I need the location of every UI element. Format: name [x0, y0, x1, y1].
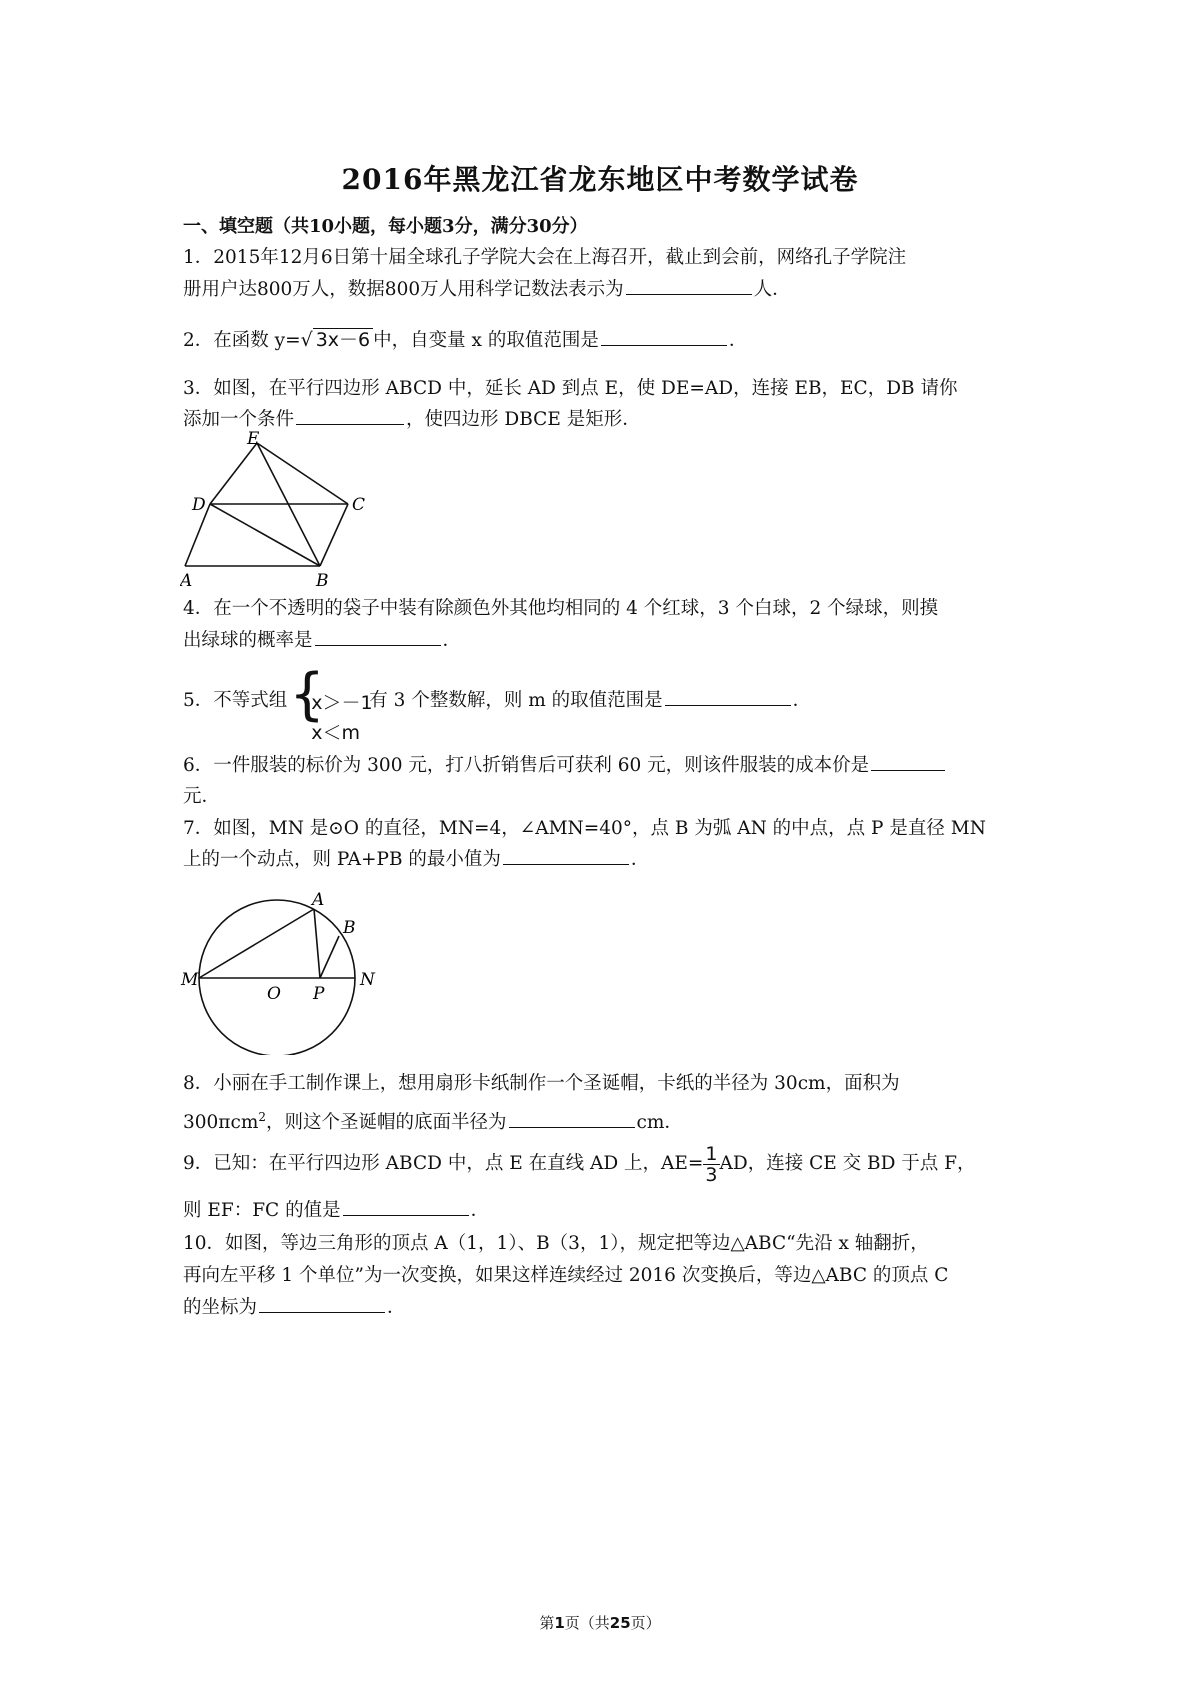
label-O: O: [267, 984, 281, 1004]
q8-text: 300πcm: [183, 1112, 259, 1134]
segment-ED: [210, 443, 257, 504]
paper-title: 2016年黑龙江省龙东地区中考数学试卷: [341, 163, 859, 196]
q1-tail: 人．: [753, 279, 791, 300]
q8-line2: [183, 1103, 683, 1137]
q1-line2: [183, 276, 791, 304]
q5-tail: ．: [792, 690, 812, 711]
q9-line2: [183, 1197, 489, 1225]
segment-MA: [199, 909, 314, 978]
q6-line1: [183, 752, 947, 780]
q5-text: 5．不等式组: [183, 690, 288, 711]
q4-tail: ．: [442, 630, 462, 651]
q6-answer-blank: [871, 752, 945, 771]
footer-text: 第: [539, 1614, 555, 1632]
q7-text: 上的一个动点，则 PA+PB 的最小值为: [183, 849, 501, 870]
q9-denominator: 3: [705, 1163, 718, 1186]
q9-tail: ．: [470, 1200, 490, 1221]
q2-tail: ．: [728, 330, 748, 351]
q10-line1: 10．如图，等边三角形的顶点 A（1，1）、B（3，1），规定把等边△ABC“先沿 x 轴翻折，: [183, 1233, 929, 1254]
q7-line1: 7．如图，MN 是⊙O 的直径，MN=4，∠AMN=40°，点 B 为弧 AN 的中点，点 P 是直径 MN: [183, 818, 986, 839]
q5-row1: x＞－1: [311, 692, 373, 714]
segment-PB: [320, 936, 339, 978]
q2-answer-blank: [601, 327, 727, 346]
total-pages: 25: [609, 1614, 631, 1632]
q5-row2: x＜m: [311, 722, 361, 744]
q2-sqrt: √ 3x－6: [301, 326, 374, 354]
q6-line2: 元．: [183, 786, 221, 807]
q3-tail: ，使四边形 DBCE 是矩形．: [406, 409, 641, 430]
label-A: A: [180, 571, 193, 590]
q10-line3: [183, 1294, 406, 1322]
footer-text3: 页）: [630, 1614, 661, 1632]
q5-inequality-system: [289, 662, 373, 744]
q9-answer-blank: [343, 1197, 469, 1216]
brace-icon: {: [289, 662, 325, 727]
label-B: B: [316, 571, 329, 590]
q7-answer-blank: [503, 846, 629, 865]
q2-text: 2．在函数 y=: [183, 330, 301, 351]
label-E: E: [247, 430, 260, 449]
page-footer: [0, 1612, 1200, 1633]
q8-line1: 8．小丽在手工制作课上，想用扇形卡纸制作一个圣诞帽，卡纸的半径为 30cm，面积为: [183, 1073, 900, 1094]
q4-line2: [183, 627, 461, 655]
q7-tail: ．: [630, 849, 650, 870]
q9-text2: AD，连接 CE 交 BD 于点 F，: [719, 1153, 976, 1174]
q8-tail: cm．: [636, 1112, 683, 1134]
q3-parallelogram-figure: [180, 430, 380, 590]
q8-superscript: 2: [258, 1110, 267, 1124]
q4-line1: 4．在一个不透明的袋子中装有除颜色外其他均相同的 4 个红球，3 个白球，2 个绿球，则摸: [183, 598, 939, 619]
section-heading: 一、填空题（共10小题，每小题3分，满分30分）: [183, 216, 588, 237]
q2-line: [183, 326, 747, 355]
q3-text: 添加一个条件: [183, 409, 295, 430]
q7-circle-figure: [180, 883, 380, 1055]
label-B: B: [343, 918, 356, 938]
page-number: 1: [554, 1614, 565, 1632]
q8-answer-blank: [509, 1109, 635, 1128]
q1-text: 册用户达800万人，数据800万人用科学记数法表示为: [183, 279, 624, 300]
q10-tail: ．: [387, 1297, 406, 1318]
q9-fraction: [703, 1144, 719, 1185]
label-M: M: [181, 970, 199, 990]
q6-text: 6．一件服装的标价为 300 元，打八折销售后可获利 60 元，则该件服装的成本价是: [183, 755, 870, 776]
q8-text2: ，则这个圣诞帽的底面半径为: [266, 1112, 507, 1134]
segment-BC: [320, 504, 348, 566]
q1-answer-blank: [626, 276, 752, 295]
q2-radicand: 3x－6: [313, 328, 373, 351]
q10-answer-blank: [259, 1294, 385, 1313]
footer-text2: 页（共: [564, 1614, 610, 1632]
q2-text2: 中，自变量 x 的取值范围是: [373, 330, 599, 351]
q7-line2: [183, 846, 649, 874]
q9-numerator: 1: [705, 1142, 718, 1165]
q10-text: 的坐标为: [183, 1297, 258, 1318]
q3-line1: 3．如图，在平行四边形 ABCD 中，延长 AD 到点 E，使 DE=AD，连接 EB，EC，DB 请你: [183, 378, 958, 399]
q5-line: [183, 662, 812, 744]
label-N: N: [360, 970, 375, 990]
label-P: P: [313, 984, 325, 1004]
q4-answer-blank: [315, 627, 441, 646]
q9-text3: 则 EF：FC 的值是: [183, 1200, 341, 1221]
q3-answer-blank: [296, 406, 404, 425]
q10-line2: 再向左平移 1 个单位”为一次变换，如果这样连续经过 2016 次变换后，等边△ABC 的顶点 C: [183, 1265, 949, 1286]
q9-line1: [183, 1140, 976, 1188]
segment-AP: [314, 909, 320, 978]
q9-text: 9．已知：在平行四边形 ABCD 中，点 E 在直线 AD 上，AE=: [183, 1153, 704, 1174]
q5-answer-blank: [665, 687, 791, 706]
q5-text2: 有 3 个整数解，则 m 的取值范围是: [369, 690, 663, 711]
label-D: D: [192, 495, 206, 515]
segment-EC: [257, 443, 348, 504]
label-A: A: [312, 890, 325, 910]
q4-text: 出绿球的概率是: [183, 630, 313, 651]
label-C: C: [352, 495, 366, 515]
q1-line1: 1．2015年12月6日第十届全球孔子学院大会在上海召开，截止到会前，网络孔子学院注: [183, 247, 907, 268]
